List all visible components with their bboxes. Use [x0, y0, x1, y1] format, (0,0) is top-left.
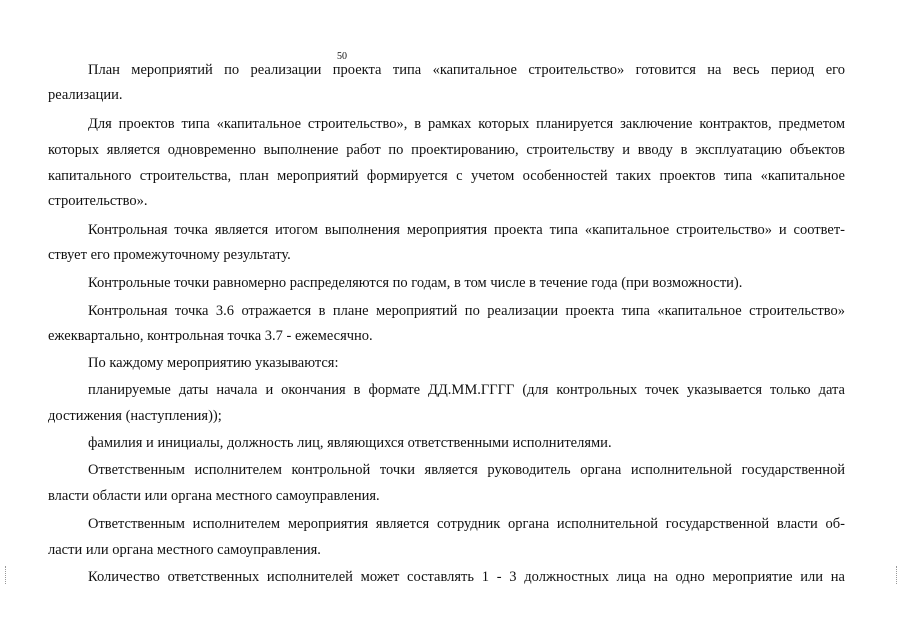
left-edge-scan-mark [5, 566, 8, 584]
page-number: 50 [337, 51, 347, 62]
paragraph-3-line-2: ствует его промежуточному результату. [48, 247, 291, 263]
paragraph-1-line-1: План мероприятий по реализации проекта типа «капитальное строительство» готовится на весь период его [88, 62, 845, 78]
paragraph-2-line-2: которых является одновременно выполнение работ по проектированию, строительству и вводу в эксплуатацию объектов [48, 142, 845, 158]
paragraph-2-line-3: капитального строительства, план мероприятий формируется с учетом особенностей таких проектов типа «капитальное [48, 168, 845, 184]
paragraph-1-line-2: реализации. [48, 87, 123, 103]
paragraph-2-line-4: строительство». [48, 193, 148, 209]
paragraph-10-line-2: ласти или органа местного самоуправления. [48, 542, 321, 558]
paragraph-4-line-1: Контрольные точки равномерно распределяются по годам, в том числе в течение года (при возможности). [88, 275, 743, 291]
right-edge-scan-mark [896, 566, 899, 584]
paragraph-7-line-2: достижения (наступления)); [48, 408, 222, 424]
paragraph-10-line-1: Ответственным исполнителем мероприятия является сотрудник органа исполнительной государственной власти об- [88, 516, 845, 532]
paragraph-3-line-1: Контрольная точка является итогом выполнения мероприятия проекта типа «капитальное строительство» и соответ- [88, 222, 845, 238]
paragraph-11-line-1: Количество ответственных исполнителей может составлять 1 - 3 должностных лица на одно мероприятие или на [88, 569, 845, 585]
paragraph-8-line-1: фамилия и инициалы, должность лиц, являющихся ответственными исполнителями. [88, 435, 612, 451]
paragraph-7-line-1: планируемые даты начала и окончания в формате ДД.ММ.ГГГГ (для контрольных точек указывается только дата [88, 382, 845, 398]
paragraph-9-line-2: власти области или органа местного самоуправления. [48, 488, 380, 504]
paragraph-9-line-1: Ответственным исполнителем контрольной точки является руководитель органа исполнительной государственной [88, 462, 845, 478]
paragraph-2-line-1: Для проектов типа «капитальное строительство», в рамках которых планируется заключение контрактов, предметом [88, 116, 845, 132]
paragraph-6-line-1: По каждому мероприятию указываются: [88, 355, 339, 371]
paragraph-5-line-1: Контрольная точка 3.6 отражается в плане мероприятий по реализации проекта типа «капитальное строительство» [88, 303, 845, 319]
paragraph-5-line-2: ежеквартально, контрольная точка 3.7 - ежемесячно. [48, 328, 373, 344]
